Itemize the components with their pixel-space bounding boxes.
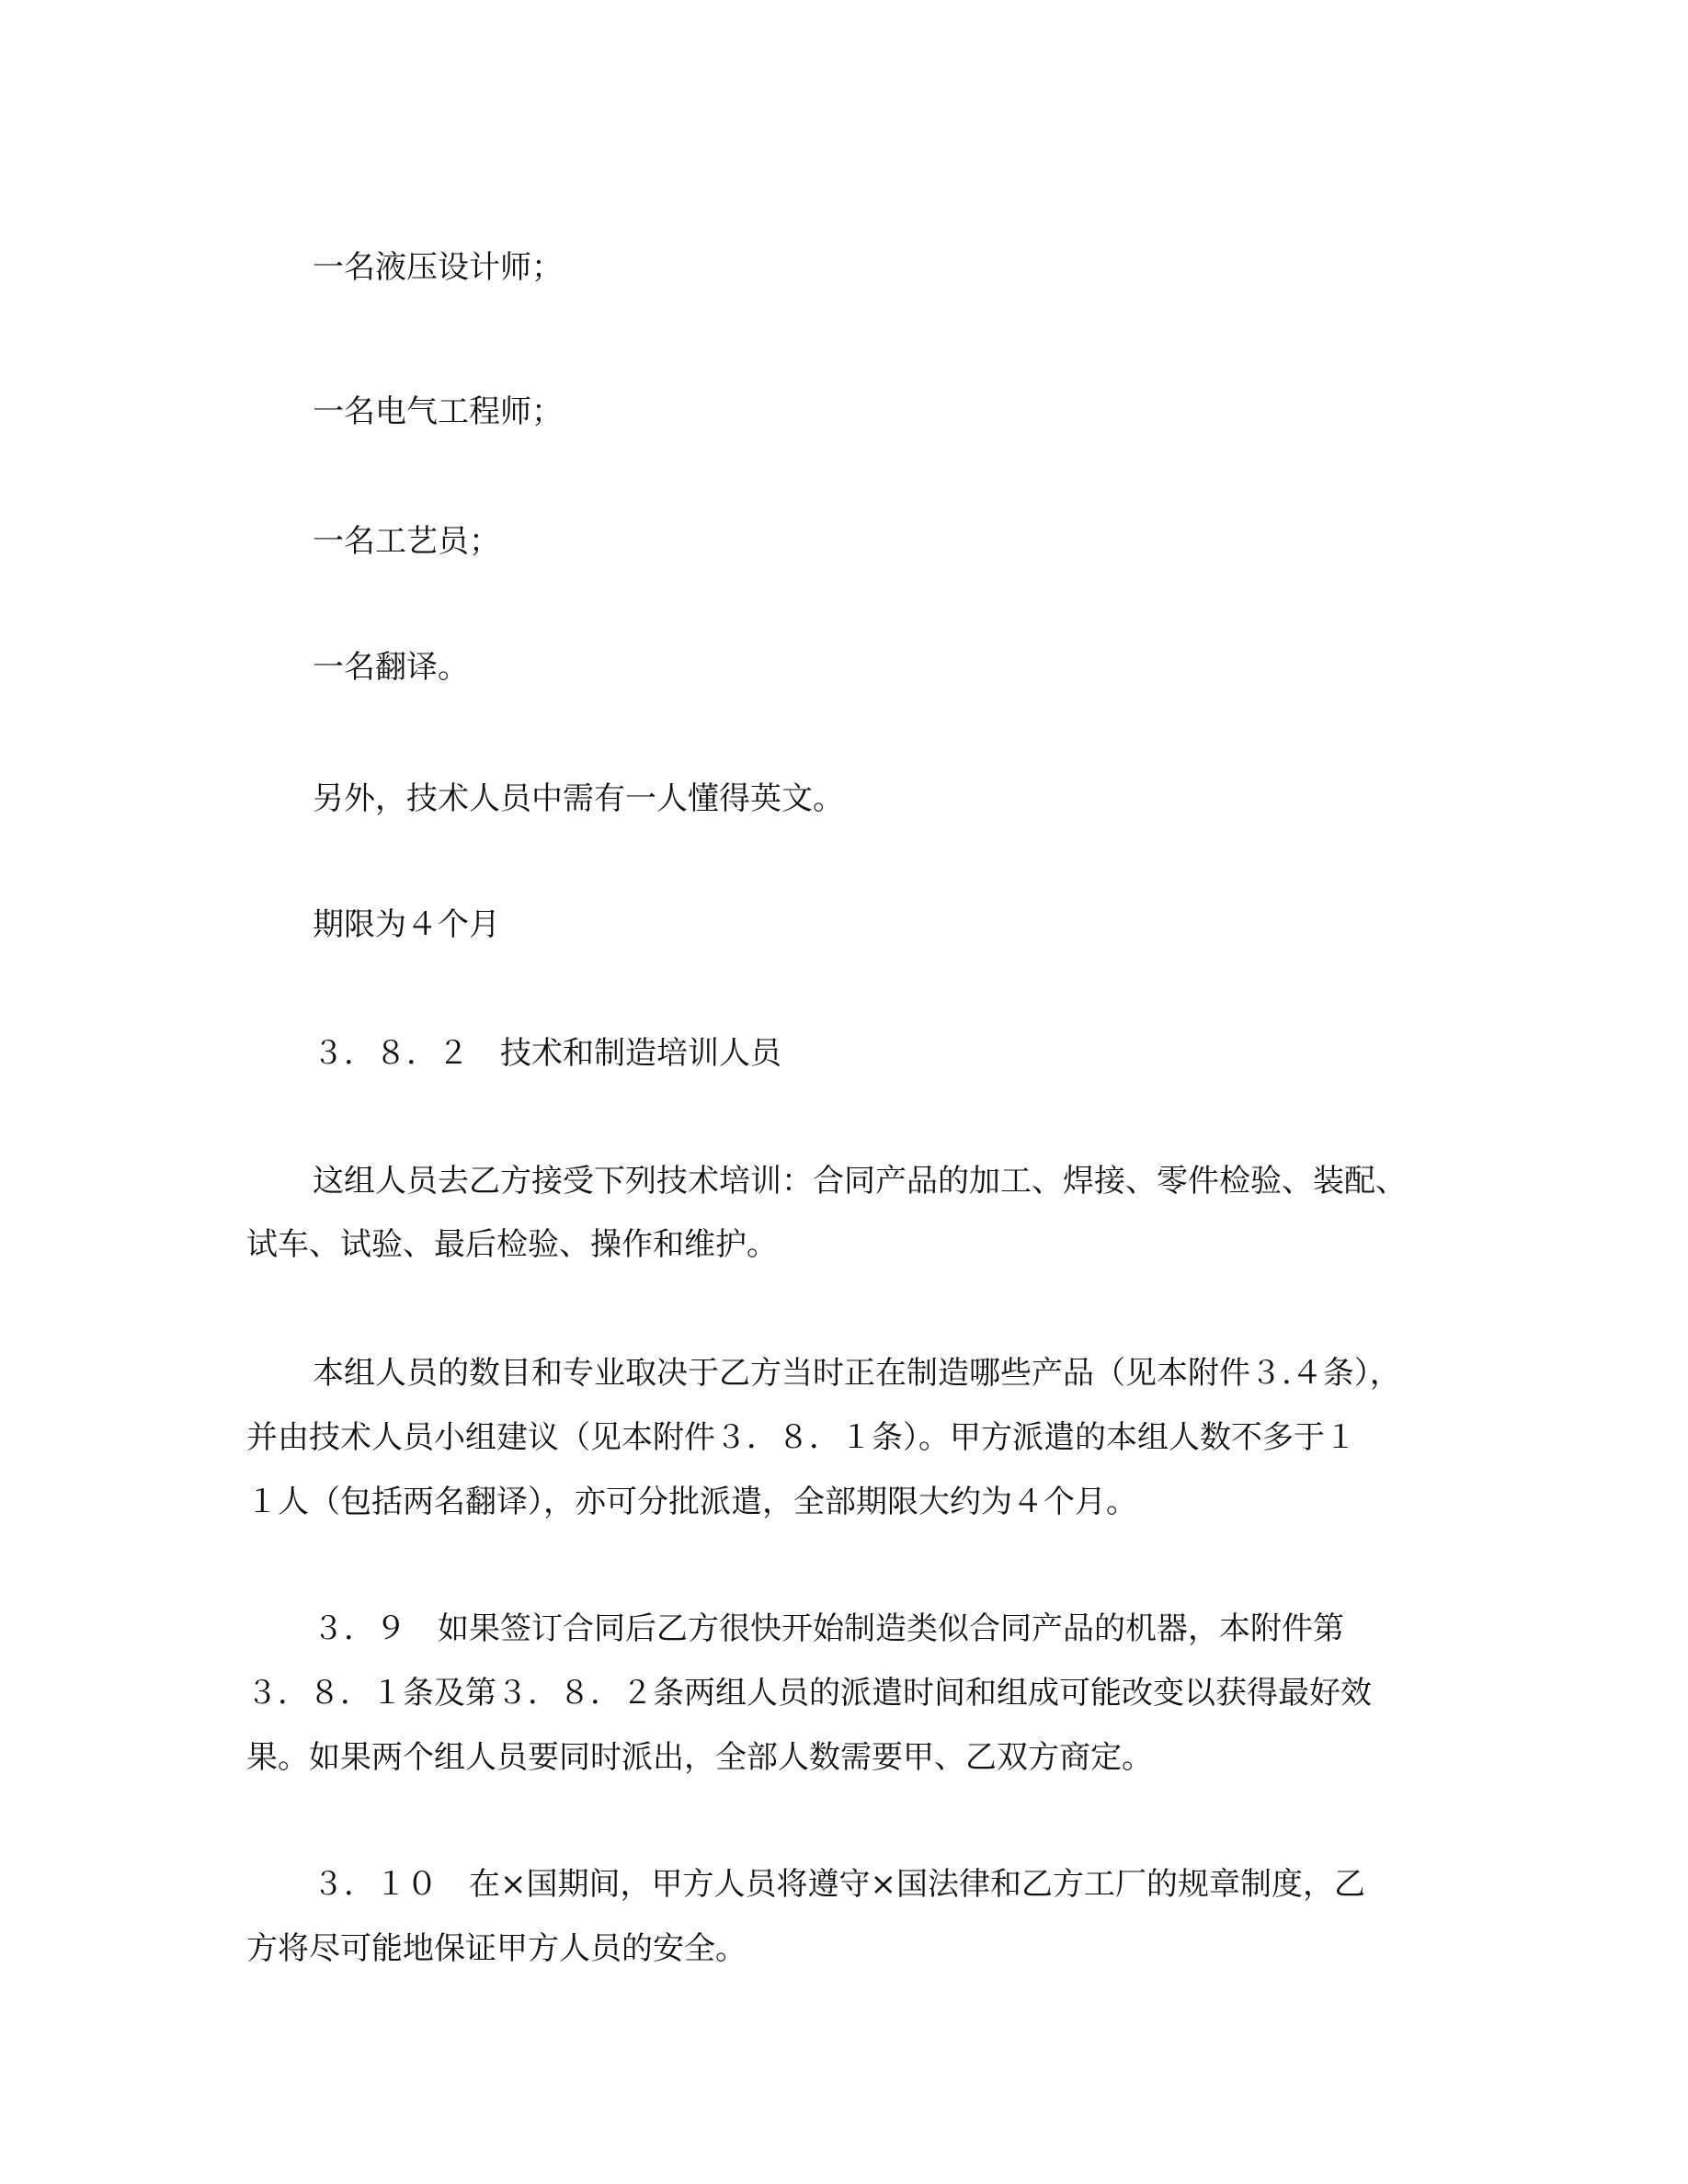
text-line: 方将尽可能地保证甲方人员的安全。 <box>246 1930 747 1967</box>
text-line: 一名液压设计师； <box>313 249 563 286</box>
text-line: ３．１０ 在×国期间，甲方人员将遵守×国法律和乙方工厂的规章制度，乙 <box>313 1866 1365 1903</box>
text-line: 并由技术人员小组建议（见本附件３．８．１条）。甲方派遣的本组人数不多于１ <box>246 1419 1356 1456</box>
text-line: 一名翻译。 <box>313 649 469 686</box>
text-line: 这组人员去乙方接受下列技术培训：合同产品的加工、焊接、零件检验、装配、 <box>313 1163 1407 1200</box>
text-line: ３．８．１条及第３．８．２条两组人员的派遣时间和组成可能改变以获得最好效 <box>246 1675 1372 1712</box>
text-line: 另外，技术人员中需有一人懂得英文。 <box>313 780 844 817</box>
text-line: 期限为４个月 <box>313 906 500 943</box>
text-line: 本组人员的数目和专业取决于乙方当时正在制造哪些产品（见本附件３.４条）， <box>313 1355 1401 1392</box>
section-heading: ３．８．２ 技术和制造培训人员 <box>313 1035 781 1072</box>
text-line: 果。如果两个组人员要同时派出，全部人数需要甲、乙双方商定。 <box>246 1739 1153 1776</box>
text-line: 试车、试验、最后检验、操作和维护。 <box>246 1226 778 1263</box>
text-line: 一名电气工程师； <box>313 393 563 430</box>
text-line: 一名工艺员； <box>313 523 500 560</box>
text-line: ３．９ 如果签订合同后乙方很快开始制造类似合同产品的机器，本附件第 <box>313 1610 1344 1647</box>
text-line: １人（包括两名翻译），亦可分批派遣，全部期限大约为４个月。 <box>246 1484 1137 1520</box>
